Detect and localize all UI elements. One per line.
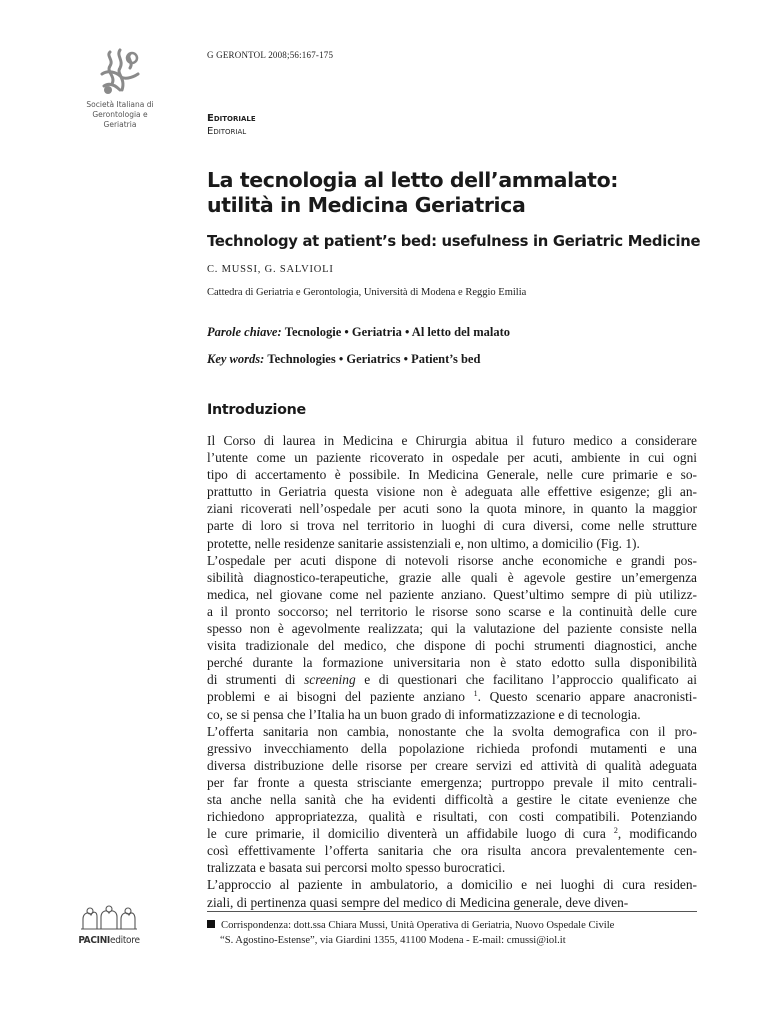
publisher-name-light: editore: [109, 935, 140, 946]
footnote-divider: [207, 911, 697, 912]
section-label-english: Editorial: [207, 126, 247, 137]
keywords-italian: [207, 325, 510, 340]
body-line: protette, nelle residenze sanitarie assistenziali e, non ultimo, a domicilio (Fig. 1).: [207, 535, 640, 551]
correspondence-line-1: Corrispondenza: dott.ssa Chiara Mussi, Unità Operativa di Geriatria, Nuovo Ospedale Civile: [221, 920, 615, 931]
title-line: La tecnologia al letto dell’ammalato:: [207, 168, 619, 192]
body-line: sta anche nella sanità che ha evidenti difficoltà a gestire le citate evenienze che: [207, 791, 697, 807]
keywords-english: [207, 352, 480, 367]
section-label-italian: Editoriale: [207, 113, 256, 124]
publisher-emblem-icon: [79, 905, 139, 931]
keywords-italian-value: Tecnologie • Geriatria • Al letto del malato: [284, 325, 511, 339]
body-line: problemi e ai bisogni del paziente anziano $^1$. Questo scenario appare anacronisti-: [207, 689, 697, 705]
body-line: co, se si pensa che l’Italia ha un buon grado di informatizzazione e di tecnologia.: [207, 706, 641, 722]
article-title-english: Technology at patient’s bed: usefulness in Geriatric Medicine: [207, 233, 701, 250]
body-line: ziali, di pertinenza quasi sempre del medico di Medicina generale, deve diven-: [207, 894, 629, 910]
correspondence: [207, 919, 697, 948]
section-label: [207, 112, 256, 138]
body-line: diversa distribuzione delle risorse per creare servizi ed attività di qualità adeguata: [207, 757, 697, 773]
society-caption: [80, 100, 160, 130]
society-caption-line: Società Italiana di: [86, 100, 154, 109]
section-heading-introduction: Introduzione: [207, 402, 306, 418]
body-line: richiedono appropriatezza, qualità e risultati, con costi compatibili. Potenziando: [207, 809, 697, 825]
keywords-english-label: Key words:: [207, 352, 265, 366]
emphasis-term: screening: [304, 672, 356, 688]
body-line: ziani ricoverati nell’ospedale per acuti sono la quota minore, in quanto la maggior: [207, 501, 697, 517]
body-line: perché durante la formazione universitaria non è stato edotto sulla disponibilità: [207, 655, 697, 671]
body-line: così effettivamente l’offerta sanitaria che ora risulta ancora prevalentemente cen-: [207, 843, 697, 859]
body-text: [207, 432, 697, 911]
journal-reference: G GERONTOL 2008;56:167-175: [207, 50, 334, 60]
body-line: Il Corso di laurea in Medicina e Chirurgia abitua il futuro medico a considerare: [207, 433, 697, 448]
title-line: utilità in Medicina Geriatrica: [207, 193, 526, 217]
society-caption-line: Gerontologia e: [92, 110, 148, 119]
body-line: prattutto in Geriatria questa visione non è adeguata alle effettive esigenze; gli an-: [207, 484, 697, 500]
society-logo: [80, 46, 160, 130]
keywords-english-value: Technologies • Geriatrics • Patient’s bed: [267, 352, 481, 366]
body-line: le cure primarie, il domicilio diventerà un affidabile luogo di cura $^2$, modificando: [207, 826, 697, 842]
body-line: visita tradizionale del medico, che dispone di pochi strumenti diagnostici, anche: [207, 638, 697, 654]
body-line: tipo di accertamento è possibile. In Medicina Generale, nelle cure primarie e so-: [207, 467, 697, 483]
body-line: parte di loro si trova nel territorio in luoghi di cura diversi, come nelle strutture: [207, 518, 697, 534]
publisher-logo: [70, 905, 148, 946]
article-title-italian: [207, 168, 687, 218]
body-line: L’ospedale per acuti dispone di notevoli risorse anche economiche e grandi pos-: [207, 552, 697, 568]
society-emblem-icon: [96, 46, 144, 98]
publisher-name: [70, 935, 148, 946]
body-line: a il pronto soccorso; nel territorio le risorse sono scarse e la continuità delle cure: [207, 603, 697, 619]
bullet-square-icon: [207, 920, 215, 928]
publisher-name-bold: PACINI: [78, 935, 110, 946]
affiliation: Cattedra di Geriatria e Gerontologia, Università di Modena e Reggio Emilia: [207, 287, 527, 298]
authors: C. MUSSI, G. SALVIOLI: [207, 264, 334, 275]
body-line: medica, nel giovane come nel paziente anziano. Quest’ultimo sempre di più utilizz-: [207, 586, 697, 602]
body-line: spesso non è agevolmente realizzata; qui la valutazione del paziente consiste nella: [207, 621, 697, 637]
society-caption-line: Geriatria: [103, 120, 137, 129]
body-line: sibilità diagnostico-terapeutiche, grazie alle quali è agevole gestire un’emergenza: [207, 569, 697, 585]
body-line: L’approccio al paziente in ambulatorio, a domicilio e nei luoghi di cura residen-: [207, 877, 697, 893]
body-line: L’offerta sanitaria non cambia, nonostante che la svolta demografica con il pro-: [207, 723, 697, 739]
body-line: tralizzata e basata sui percorsi molto spesso burocratici.: [207, 860, 506, 876]
correspondence-line-2: “S. Agostino-Estense”, via Giardini 1355, 41100 Modena - E-mail: cmussi@iol.it: [220, 934, 566, 946]
reference-marker: 2: [613, 826, 618, 836]
body-line: gressivo invecchiamento della popolazione richieda profondi mutamenti e una: [207, 740, 697, 756]
body-line: di strumenti di screening e di questionari che facilitano l’approccio qualificato ai: [207, 672, 697, 688]
reference-marker: 1: [473, 689, 478, 699]
body-line: per far fronte a questa strisciante emergenza; purtroppo prevale il mito centrali-: [207, 774, 697, 790]
keywords-italian-label: Parole chiave:: [207, 325, 282, 339]
body-line: l’utente come un paziente ricoverato in ospedale per acuti, ambiente in cui ogni: [207, 450, 697, 466]
